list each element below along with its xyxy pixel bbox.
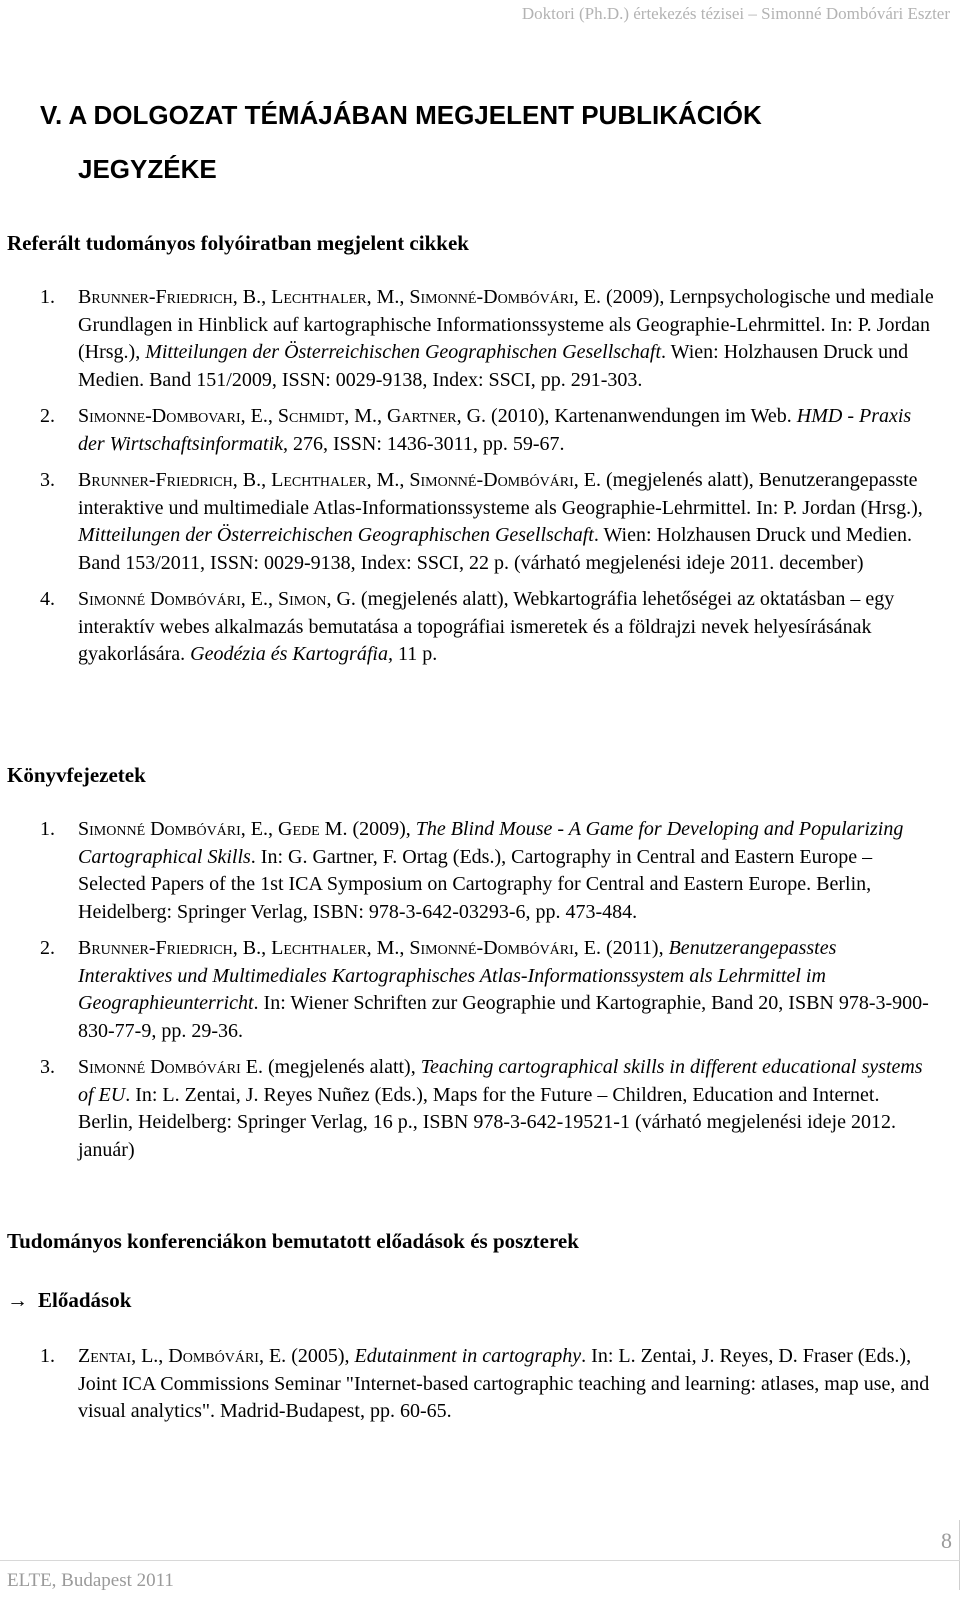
reference-text: (2011), — [601, 937, 669, 959]
reference-text: . In: L. Zentai, J. Reyes, D. Fraser (Eds.), Joint ICA Commissions Seminar "Internet-based cartographic teaching and learning: atlases, map use, and visual analytics". Madrid-Budapest, pp. 60-65. — [78, 1345, 930, 1422]
chapter-title-italic: The Blind Mouse - A Game for Developing and Popularizing Cartographical Skills — [78, 818, 904, 868]
authors: Brunner-Friedrich, B., Lechthaler, M., Simonné-Dombóvári, E. — [78, 286, 602, 308]
chapter-title-line2: JEGYZÉKE — [78, 154, 217, 184]
list-item-number: 2. — [40, 405, 55, 427]
chapter-title-line1: V. A DOLGOZAT TÉMÁJÁBAN MEGJELENT PUBLIKÁCIÓK — [40, 100, 762, 130]
section-heading-journal-articles: Referált tudományos folyóiratban megjelent cikkek — [7, 231, 469, 255]
reference-text: , 276, ISSN: 1436-3011, pp. 59-67. — [283, 432, 565, 455]
authors: Simonné Dombóvári E. — [78, 1056, 264, 1078]
reference-text: . Wien: Holzhausen Druck und Medien. Band 151/2009, ISSN: 0029-9138, Index: SSCI, pp. 291-303. — [78, 341, 909, 391]
journal-article-list — [0, 284, 935, 678]
section-heading-conferences: Tudományos konferenciákon bemutatott előadások és poszterek — [7, 1229, 579, 1253]
list-item — [0, 1054, 935, 1164]
list-item — [0, 935, 935, 1045]
list-item — [0, 467, 935, 577]
authors: Zentai, L., Dombóvári, E. — [78, 1345, 287, 1367]
talk-list — [0, 1343, 935, 1435]
reference-text: (megjelenés alatt), Benutzerangepasste interaktive und multimediale Atlas-Informationssysteme als Geographie-Lehrmittel. In: P. Jordan (Hrsg.), — [78, 469, 923, 519]
talks-heading-label: Előadások — [38, 1288, 132, 1312]
reference-text: . In: G. Gartner, F. Ortag (Eds.), Cartography in Central and Eastern Europe – Selected Papers of the 1st ICA Symposium on Cartography for Central and Eastern Europe. Berlin, Heidelberg: Springer Verlag, ISBN: 978-3-642-03293-6, pp. 473-484. — [78, 845, 873, 923]
reference-text: . In: L. Zentai, J. Reyes Nuñez (Eds.), Maps for the Future – Children, Education and Internet. Berlin, Heidelberg: Springer Verlag, 16 p., ISBN 978-3-642-19521-1 (várható megjelenési ideje 2012. január) — [78, 1083, 896, 1161]
reference-text: (2010), Kartenanwendungen im Web. — [486, 405, 797, 427]
section-heading-book-chapters: Könyvfejezetek — [7, 763, 146, 787]
journal-title: Geodézia és Kartográfia, — [190, 643, 393, 665]
chapter-title-italic: Teaching cartographical skills in different educational systems of EU — [78, 1056, 923, 1106]
journal-title: Mitteilungen der Österreichischen Geographischen Gesellschaft — [78, 524, 594, 546]
authors: Simonné Dombóvári, E., Gede M. — [78, 818, 348, 840]
reference-text: (megjelenés alatt), Webkartográfia lehetőségei az oktatásban – egy interaktív webes alkalmazás bemutatása a topográfiai ismeretek és a földrajzi nevek helyesírásának gyakorlására. — [78, 588, 895, 665]
list-item-number: 2. — [40, 937, 55, 959]
chapter-title — [40, 88, 920, 196]
talk-title: Edutainment in cartography — [354, 1345, 582, 1367]
list-item — [0, 1343, 935, 1426]
journal-title: HMD - Praxis der Wirtschaftsinformatik — [78, 405, 912, 455]
list-item — [0, 586, 935, 669]
footer-institution: ELTE, Budapest 2011 — [7, 1570, 174, 1591]
reference-text: . In: Wiener Schriften zur Geographie und Kartographie, Band 20, ISBN 978-3-900-830-77-9, pp. 29-36. — [78, 992, 929, 1042]
arrow-right-icon: → — [7, 1288, 28, 1312]
book-chapter-list — [0, 816, 935, 1173]
running-header: Doktori (Ph.D.) értekezés tézisei – Simonné Dombóvári Eszter — [521, 4, 950, 23]
reference-text: . Wien: Holzhausen Druck und Medien. Band 153/2011, ISSN: 0029-9138, Index: SSCI, 22 p. (várható megjelenési ideje 2011. december) — [78, 524, 913, 574]
list-item-number: 3. — [40, 1056, 55, 1078]
authors: Simonné Dombóvári, E., Simon, G. — [78, 588, 356, 610]
reference-text: (2009), Lernpsychologische und mediale Grundlagen in Hinblick auf kartographische Informationssysteme als Geographie-Lehrmittel. In: P. Jordan (Hrsg.), — [78, 286, 934, 363]
authors: Simonne-Dombovari, E., Schmidt, M., Gartner, G. — [78, 405, 487, 427]
list-item-number: 1. — [40, 818, 55, 840]
list-item-number: 4. — [40, 588, 55, 610]
list-item-number: 1. — [40, 1345, 55, 1367]
reference-text: (2005), — [286, 1345, 355, 1367]
footer-divider — [0, 1560, 960, 1561]
section-heading-talks — [7, 1287, 131, 1313]
authors: Brunner-Friedrich, B., Lechthaler, M., Simonné-Dombóvári, E. — [78, 469, 602, 491]
list-item — [0, 403, 935, 458]
reference-text: (2009), — [347, 818, 416, 840]
reference-text: (megjelenés alatt), — [263, 1056, 421, 1078]
list-item-number: 1. — [40, 286, 55, 308]
journal-title: Mitteilungen der Österreichischen Geographischen Gesellschaft — [145, 341, 662, 363]
list-item — [0, 284, 935, 394]
chapter-title-italic: Benutzerangepasstes Interaktives und Multimediales Kartographisches Atlas-Informationssystem als Lehrmittel im Geographieunterricht — [78, 937, 837, 1014]
authors: Brunner-Friedrich, B., Lechthaler, M., Simonné-Dombóvári, E. — [78, 937, 602, 959]
reference-text: 11 p. — [392, 643, 438, 665]
page-number: 8 — [941, 1528, 952, 1553]
list-item — [0, 816, 935, 926]
list-item-number: 3. — [40, 469, 55, 491]
